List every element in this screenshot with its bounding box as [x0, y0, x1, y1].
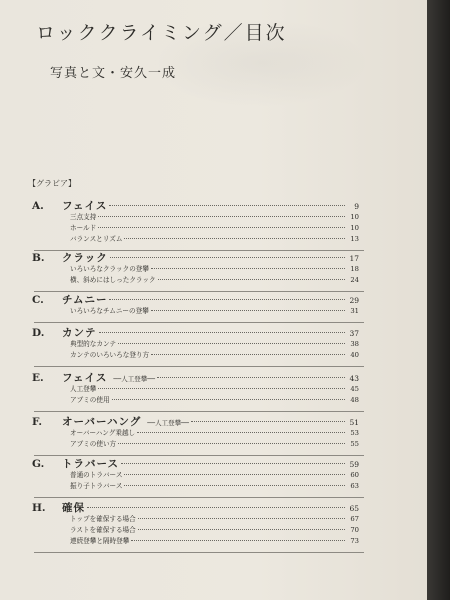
sub-item-label: 横、斜めにはしったクラック — [70, 276, 156, 284]
section-divider — [34, 322, 364, 323]
dot-leader — [131, 540, 345, 541]
sub-item-label: カンテのいろいろな登り方 — [70, 351, 150, 359]
chapter-title: トラバース — [62, 458, 119, 470]
sub-item-label: アブミの使い方 — [70, 440, 117, 448]
chapter-page-number: 37 — [349, 329, 359, 338]
section-divider — [34, 497, 364, 498]
chapter-letter: G. — [32, 458, 45, 470]
sub-item-label: いろいろなチムニーの登攀 — [70, 307, 149, 315]
sub-item-page-number: 40 — [350, 351, 359, 359]
chapter-page-number: 65 — [349, 504, 359, 513]
toc-sub-item — [70, 349, 359, 359]
dot-leader — [118, 343, 345, 344]
dot-leader — [87, 507, 345, 508]
dot-leader — [158, 279, 345, 280]
sub-item-page-number: 67 — [350, 515, 359, 523]
toc-sub-item — [70, 513, 359, 523]
next-page-edge — [427, 0, 450, 600]
toc-sub-item — [70, 438, 359, 448]
chapter-letter: E. — [32, 372, 44, 384]
sub-item-label: 三点支持 — [70, 213, 97, 221]
sub-item-page-number: 53 — [350, 429, 359, 437]
toc-sub-item — [70, 480, 359, 490]
chapter-title: フェイス — [62, 200, 108, 212]
toc-sub-item — [70, 427, 359, 437]
chapter-letter: A. — [32, 200, 44, 212]
sub-item-page-number: 70 — [350, 526, 359, 534]
toc-sub-item — [70, 524, 359, 534]
dot-leader — [110, 257, 345, 258]
sub-item-page-number: 31 — [350, 307, 359, 315]
chapter-letter: D. — [32, 327, 45, 339]
chapter-title: チムニー — [62, 294, 108, 306]
dot-leader — [191, 421, 345, 422]
sub-item-page-number: 10 — [350, 224, 359, 232]
sub-item-page-number: 10 — [350, 213, 359, 221]
dot-leader — [98, 216, 345, 217]
sub-item-label: 振り子トラバース — [70, 482, 123, 490]
author-credit: 写真と文・安久一成 — [50, 66, 177, 81]
dot-leader — [124, 474, 345, 475]
dot-leader — [118, 443, 345, 444]
dot-leader — [138, 529, 345, 530]
sub-item-label: いろいろなクラックの登攀 — [70, 265, 149, 273]
dot-leader — [138, 518, 345, 519]
sub-item-label: 連続登攀と隔時登攀 — [70, 537, 130, 545]
dot-leader — [112, 399, 345, 400]
toc-sub-item — [70, 222, 359, 232]
chapter-letter: C. — [32, 294, 44, 306]
dot-leader — [157, 377, 345, 378]
dot-leader — [151, 354, 345, 355]
sub-item-page-number: 60 — [350, 471, 359, 479]
toc-sub-item — [70, 394, 359, 404]
toc-sub-item — [70, 211, 359, 221]
page-title: ロッククライミング／目次 — [36, 22, 287, 44]
toc-sub-item — [70, 535, 359, 545]
sub-item-label: トップを確保する場合 — [70, 515, 136, 523]
dot-leader — [151, 268, 345, 269]
chapter-page-number: 51 — [349, 418, 359, 427]
chapter-title: クラック — [62, 252, 108, 264]
sub-item-label: 人工登攀 — [70, 385, 97, 393]
chapter-page-number: 9 — [354, 202, 359, 211]
sub-item-page-number: 73 — [350, 537, 359, 545]
sub-item-page-number: 18 — [350, 265, 359, 273]
chapter-letter: H. — [32, 502, 46, 514]
sub-item-label: 普通のトラバース — [70, 471, 123, 479]
sub-item-label: ラストを確保する場合 — [70, 526, 136, 534]
dot-leader — [121, 463, 345, 464]
toc-sub-item — [70, 469, 359, 479]
dot-leader — [124, 238, 345, 239]
section-divider — [34, 366, 364, 367]
section-divider — [34, 552, 364, 553]
section-divider — [34, 411, 364, 412]
dot-leader — [124, 485, 345, 486]
toc-sub-item — [70, 233, 359, 243]
sub-item-label: 典型的なカンテ — [70, 340, 117, 348]
chapter-title: オーバーハング — [62, 416, 142, 428]
chapter-letter: B. — [32, 252, 45, 264]
sub-item-page-number: 48 — [350, 396, 359, 404]
dot-leader — [98, 388, 345, 389]
chapter-page-number: 59 — [349, 460, 359, 469]
chapter-page-number: 43 — [349, 374, 359, 383]
sub-item-page-number: 55 — [350, 440, 359, 448]
chapter-letter: F. — [32, 416, 43, 428]
chapter-title: 確保 — [62, 502, 85, 514]
toc-sub-item — [70, 305, 359, 315]
sub-item-label: アブミの使用 — [70, 396, 110, 404]
dot-leader — [98, 227, 345, 228]
sub-item-label: ホールド — [70, 224, 97, 232]
dot-leader — [151, 310, 345, 311]
sub-item-page-number: 24 — [350, 276, 359, 284]
chapter-title: カンテ — [62, 327, 97, 339]
sub-item-page-number: 45 — [350, 385, 359, 393]
chapter-note: ──人工登攀── — [147, 419, 189, 427]
dot-leader — [109, 299, 345, 300]
sub-item-label: オーバーハング乗越し — [70, 429, 136, 437]
toc-sub-item — [70, 263, 359, 273]
chapter-note: ──人工登攀── — [113, 375, 156, 383]
toc-sub-item — [70, 383, 359, 393]
toc-sub-item — [70, 274, 359, 284]
section-label: 【グラビア】 — [28, 179, 76, 188]
dot-leader — [109, 205, 345, 206]
sub-item-page-number: 63 — [350, 482, 359, 490]
chapter-page-number: 17 — [349, 254, 359, 263]
toc-sub-item — [70, 338, 359, 348]
sub-item-page-number: 13 — [350, 235, 359, 243]
chapter-page-number: 29 — [349, 296, 359, 305]
dot-leader — [99, 332, 346, 333]
chapter-title: フェイス — [62, 372, 108, 384]
dot-leader — [137, 432, 345, 433]
sub-item-page-number: 38 — [350, 340, 359, 348]
sub-item-label: バランスとリズム — [70, 235, 123, 243]
